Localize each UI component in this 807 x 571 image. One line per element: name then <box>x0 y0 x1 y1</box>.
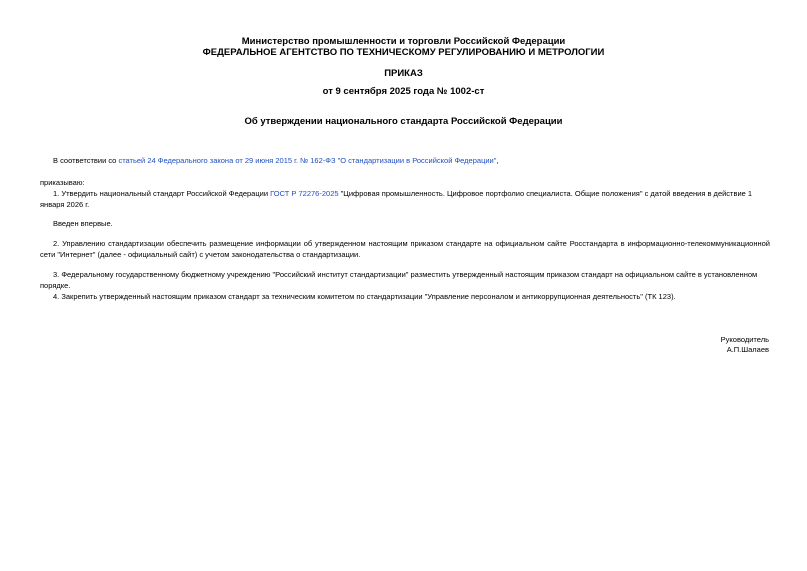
signature-position: Руководитель <box>720 335 769 344</box>
item-1-prefix: 1. Утвердить национальный стандарт Российской Федерации <box>53 189 271 198</box>
intro-prefix: В соответствии со <box>53 156 119 165</box>
gost-standard-link[interactable]: ГОСТ Р 72276-2025 <box>270 189 339 198</box>
item-1-suffix: "Цифровая промышленность. Цифровое портфолио специалиста. Общие положения" с датой введения в действие 1 января 2026 г. <box>40 189 753 209</box>
order-number-date: от 9 сентября 2025 года № 1002-ст <box>322 86 485 97</box>
intro-paragraph <box>40 155 770 166</box>
ministry-name: Министерство промышленности и торговли Российской Федерации <box>241 36 566 47</box>
signature-name: А.П.Шалаев <box>726 345 769 354</box>
agency-name: ФЕДЕРАЛЬНОЕ АГЕНТСТВО ПО ТЕХНИЧЕСКОМУ РЕГУЛИРОВАНИЮ И МЕТРОЛОГИИ <box>202 47 605 58</box>
document-subject: Об утверждении национального стандарта Российской Федерации <box>244 116 563 127</box>
item-4-paragraph: 4. Закрепить утвержденный настоящим приказом стандарт за техническим комитетом по стандартизации "Управление персоналом и антикоррупционная деятельность" (ТК 123). <box>53 292 676 301</box>
order-word: приказываю: <box>40 178 85 187</box>
item-2-paragraph: 2. Управлению стандартизации обеспечить размещение информации об утвержденном настоящим приказом стандарте на официальном сайте Росстандарта в информационно-телекоммуникационной сети "Интернет" (далее - официальный сайт) с учетом законодательства о стандартизации. <box>40 239 770 259</box>
document-type: ПРИКАЗ <box>384 68 423 79</box>
federal-law-link[interactable]: статьей 24 Федерального закона от 29 июня 2015 г. № 162-ФЗ "О стандартизации в Российской Федерации" <box>118 156 497 165</box>
item-3-paragraph: 3. Федеральному государственному бюджетному учреждению "Российский институт стандартизации" разместить утвержденный настоящим приказом стандарт на официальном сайте в установленном порядке. <box>40 270 758 290</box>
introduced-note: Введен впервые. <box>53 219 113 228</box>
item-1-paragraph <box>40 188 770 210</box>
intro-suffix: , <box>496 156 499 165</box>
